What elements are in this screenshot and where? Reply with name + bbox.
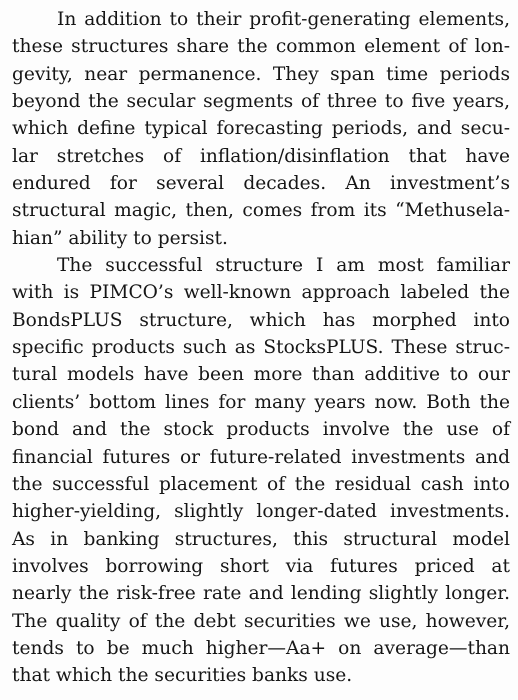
- text-line: the successful placement of the residual cash into: [12, 473, 510, 495]
- text-line: hian” ability to persist.: [12, 227, 228, 249]
- text-line: The quality of the debt securities we use, however,: [12, 610, 510, 632]
- text-line: nearly the risk-free rate and lending slightly longer.: [12, 583, 510, 605]
- text-line: The successful structure I am most familiar: [57, 255, 510, 277]
- text-line: BondsPLUS structure, which has morphed into: [12, 309, 510, 331]
- text-line: endured for several decades. An investment’s: [12, 173, 510, 195]
- text-line: these structures share the common element of lon-: [12, 36, 510, 58]
- text-line: structural magic, then, comes from its “Methusela-: [12, 200, 510, 222]
- text-line: clients’ bottom lines for many years now. Both the: [12, 391, 510, 413]
- text-line: involves borrowing short via futures priced at: [12, 555, 510, 577]
- text-line: tural models have been more than additive to our: [12, 364, 510, 386]
- text-line: bond and the stock products involve the use of: [12, 419, 510, 441]
- text-line: As in banking structures, this structural model: [12, 528, 510, 550]
- body-text: [12, 6, 510, 690]
- text-line: that which the securities banks use.: [12, 665, 353, 687]
- text-line: financial futures or future-related investments and: [12, 446, 510, 468]
- paragraph-longevity: [12, 6, 510, 252]
- text-line: beyond the secular segments of three to five years,: [12, 91, 510, 113]
- text-line: gevity, near permanence. They span time periods: [12, 63, 510, 85]
- text-line: higher-yielding, slightly longer-dated investments.: [12, 501, 510, 523]
- text-line: specific products such as StocksPLUS. These struc-: [12, 337, 510, 359]
- text-line: tends to be much higher—Aa+ on average—than: [12, 637, 510, 659]
- text-line: lar stretches of inflation/disinflation that have: [12, 145, 510, 167]
- text-line: In addition to their profit-generating elements,: [57, 9, 510, 30]
- text-line: with is PIMCO’s well-known approach labeled the: [12, 282, 510, 304]
- paragraph-bondsplus: [12, 252, 510, 690]
- text-line: which define typical forecasting periods, and secu-: [12, 118, 510, 140]
